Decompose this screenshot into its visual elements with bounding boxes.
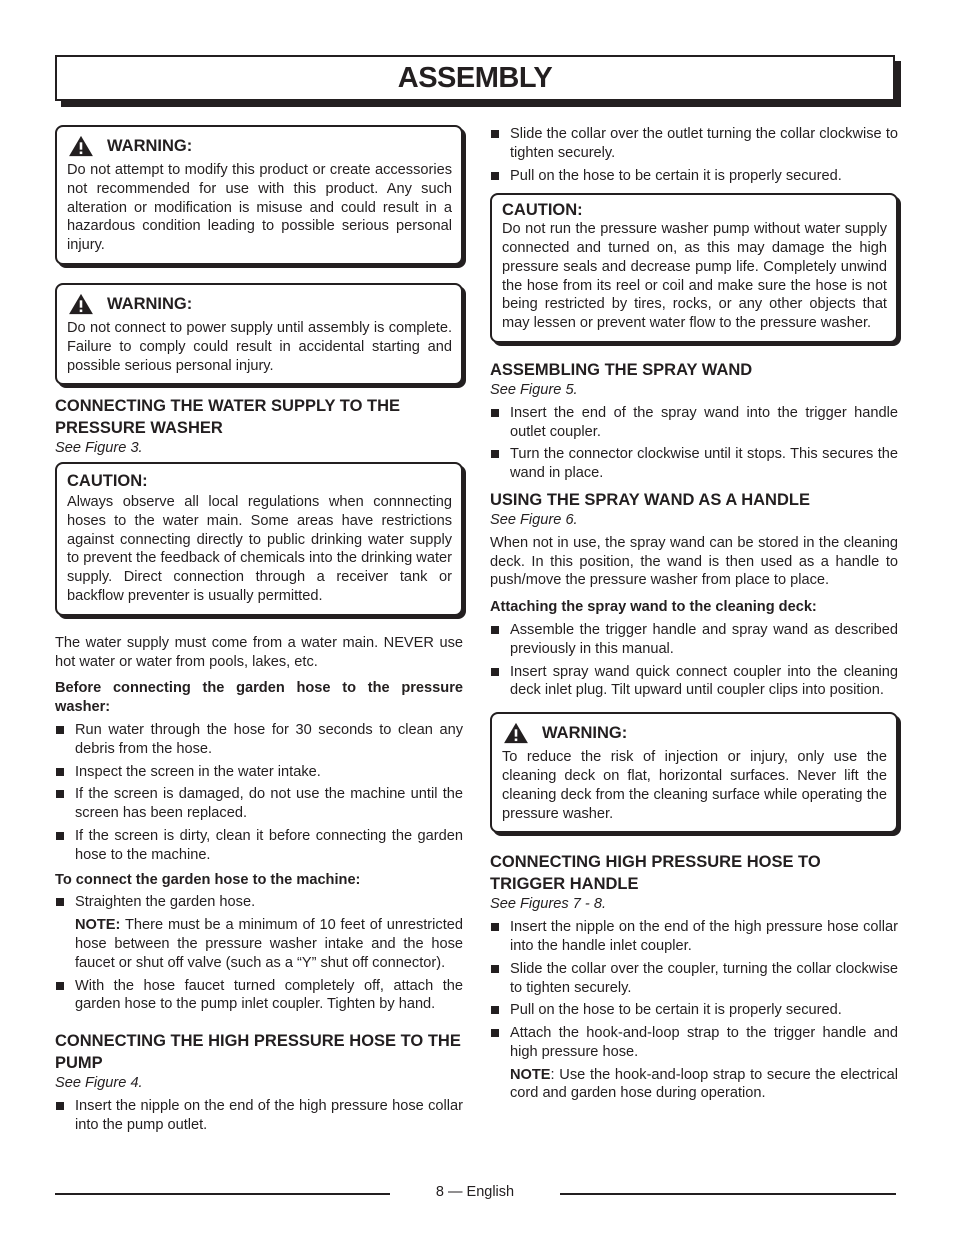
figure-reference: See Figures 7 - 8. bbox=[490, 896, 606, 913]
section-heading-water-supply: CONNECTING THE WATER SUPPLY TO THE PRESSURE WASHER bbox=[55, 397, 401, 438]
list-item: With the hose faucet turned completely off, attach the garden hose to the pump inlet coupler. Tighten by hand. bbox=[55, 977, 463, 1015]
list-item: Insert spray wand quick connect coupler into the cleaning deck inlet plug. Tilt upward until coupler clips into position. bbox=[490, 663, 898, 701]
page-title: ASSEMBLY bbox=[397, 61, 553, 94]
section-heading-spray-wand: ASSEMBLING THE SPRAY WAND bbox=[490, 360, 753, 379]
list-item: Assemble the trigger handle and spray wand as described previously in this manual. bbox=[490, 621, 898, 659]
warning-triangle-icon bbox=[67, 293, 95, 315]
figure-reference: See Figure 6. bbox=[490, 511, 578, 528]
caution-title: CAUTION: bbox=[67, 472, 148, 491]
footer-rule-left bbox=[55, 1193, 390, 1195]
connect-hose-lead: To connect the garden hose to the machine: bbox=[55, 871, 361, 888]
section-heading-hp-trigger: CONNECTING HIGH PRESSURE HOSE TO TRIGGER HANDLE bbox=[490, 853, 821, 894]
caution-box-regulations bbox=[55, 462, 463, 616]
list-item: Insert the nipple on the end of the high pressure hose collar into the pump outlet. bbox=[55, 1097, 463, 1135]
warning-box-modify bbox=[55, 125, 463, 265]
connect-hose-list bbox=[55, 893, 463, 912]
list-item: Slide the collar over the outlet turning the collar clockwise to tighten securely. bbox=[490, 125, 898, 163]
note-unrestricted-hose bbox=[55, 916, 463, 972]
warning-title: WARNING: bbox=[107, 136, 193, 155]
note-label: NOTE bbox=[510, 1066, 551, 1083]
caution-text: Do not run the pressure washer pump without water supply connected and turned on, as this may damage the high pressure seals and decrease pump life. Completely unwind the hose from its reel or coil and make sure the hose is not being restricted by tires, rocks, or any other objects that may lessen or prevent water flow to the pressure washer. bbox=[502, 221, 887, 332]
note-text: : Use the hook-and-loop strap to secure the electrical cord and garden hose during operation. bbox=[510, 1066, 898, 1102]
list-item: Inspect the screen in the water intake. bbox=[55, 763, 463, 782]
pump-continued-list bbox=[490, 125, 898, 185]
warning-box-power bbox=[55, 283, 463, 385]
list-item: Run water through the hose for 30 seconds to clean any debris from the hose. bbox=[55, 721, 463, 759]
list-item: Straighten the garden hose. bbox=[55, 893, 463, 912]
list-item: Pull on the hose to be certain it is properly secured. bbox=[490, 1001, 898, 1020]
footer-rule-right bbox=[560, 1193, 896, 1195]
page-header bbox=[55, 55, 895, 101]
hp-pump-list bbox=[55, 1097, 463, 1135]
right-column bbox=[490, 125, 898, 1107]
page-number: 8 — English bbox=[435, 1184, 515, 1200]
list-item: If the screen is damaged, do not use the machine until the screen has been replaced. bbox=[55, 785, 463, 823]
warning-box-cleaning-deck bbox=[490, 712, 898, 833]
wand-handle-intro: When not in use, the spray wand can be stored in the cleaning deck. In this position, the wand is then used as a handle to push/move the pressure washer from place to place. bbox=[490, 534, 898, 589]
figure-reference: See Figure 3. bbox=[55, 440, 143, 457]
warning-triangle-icon bbox=[67, 135, 95, 157]
warning-triangle-icon bbox=[502, 722, 530, 744]
figure-reference: See Figure 4. bbox=[55, 1075, 143, 1092]
list-item: Insert the end of the spray wand into the trigger handle outlet coupler. bbox=[490, 404, 898, 442]
note-text: There must be a minimum of 10 feet of unrestricted hose between the pressure washer intake and the hose faucet or shut off valve (such as a “Y” shut off connector). bbox=[75, 917, 463, 971]
warning-title: WARNING: bbox=[107, 294, 193, 313]
caution-box-pump bbox=[490, 193, 898, 343]
note-label: NOTE: bbox=[75, 917, 121, 934]
list-item: Attach the hook-and-loop strap to the trigger handle and high pressure hose. bbox=[490, 1024, 898, 1062]
warning-text: Do not attempt to modify this product or create accessories not recommended for use with this product. Any such alteration or modification is misuse and could result in a hazardous condition leading to possible serious personal injury. bbox=[67, 162, 452, 254]
connect-hose-list-2 bbox=[55, 977, 463, 1015]
before-connecting-lead: Before connecting the garden hose to the pressure washer: bbox=[55, 680, 463, 716]
list-item: Slide the collar over the coupler, turning the collar clockwise to tighten securely. bbox=[490, 960, 898, 998]
hp-trigger-list bbox=[490, 918, 898, 1062]
section-heading-hp-pump: CONNECTING THE HIGH PRESSURE HOSE TO THE PUMP bbox=[55, 1032, 461, 1073]
list-item: Pull on the hose to be certain it is properly secured. bbox=[490, 167, 898, 186]
water-supply-intro: The water supply must come from a water main. NEVER use hot water or water from pools, lakes, etc. bbox=[55, 634, 463, 670]
list-item: Insert the nipple on the end of the high pressure hose collar into the handle inlet coupler. bbox=[490, 918, 898, 956]
section-heading-wand-handle: USING THE SPRAY WAND AS A HANDLE bbox=[490, 490, 810, 509]
warning-text: To reduce the risk of injection or injury, only use the cleaning deck on flat, horizontal surfaces. Never lift the cleaning deck from the cleaning surface while operating the pressure washer. bbox=[502, 749, 887, 822]
list-item: Turn the connector clockwise until it stops. This secures the wand in place. bbox=[490, 445, 898, 483]
list-item: If the screen is dirty, clean it before connecting the garden hose to the machine. bbox=[55, 827, 463, 865]
warning-text: Do not connect to power supply until assembly is complete. Failure to comply could result in accidental starting and possible serious personal injury. bbox=[67, 319, 452, 374]
caution-text: Always observe all local regulations when connnecting hoses to the water main. Some areas have restrictions against connecting directly to public drinking water supply to prevent the feedback of chemicals into the drinking water supply. Direct connection through a receiver tank or backflow preventer is usually permitted. bbox=[67, 493, 452, 604]
left-column bbox=[55, 125, 463, 1140]
warning-title: WARNING: bbox=[542, 723, 628, 742]
note-hook-loop bbox=[490, 1066, 898, 1104]
spray-wand-list bbox=[490, 404, 898, 483]
figure-reference: See Figure 5. bbox=[490, 381, 578, 398]
caution-title: CAUTION: bbox=[502, 201, 583, 220]
before-connecting-list bbox=[55, 721, 463, 865]
attach-wand-list bbox=[490, 621, 898, 700]
attach-wand-lead: Attaching the spray wand to the cleaning deck: bbox=[490, 599, 817, 616]
